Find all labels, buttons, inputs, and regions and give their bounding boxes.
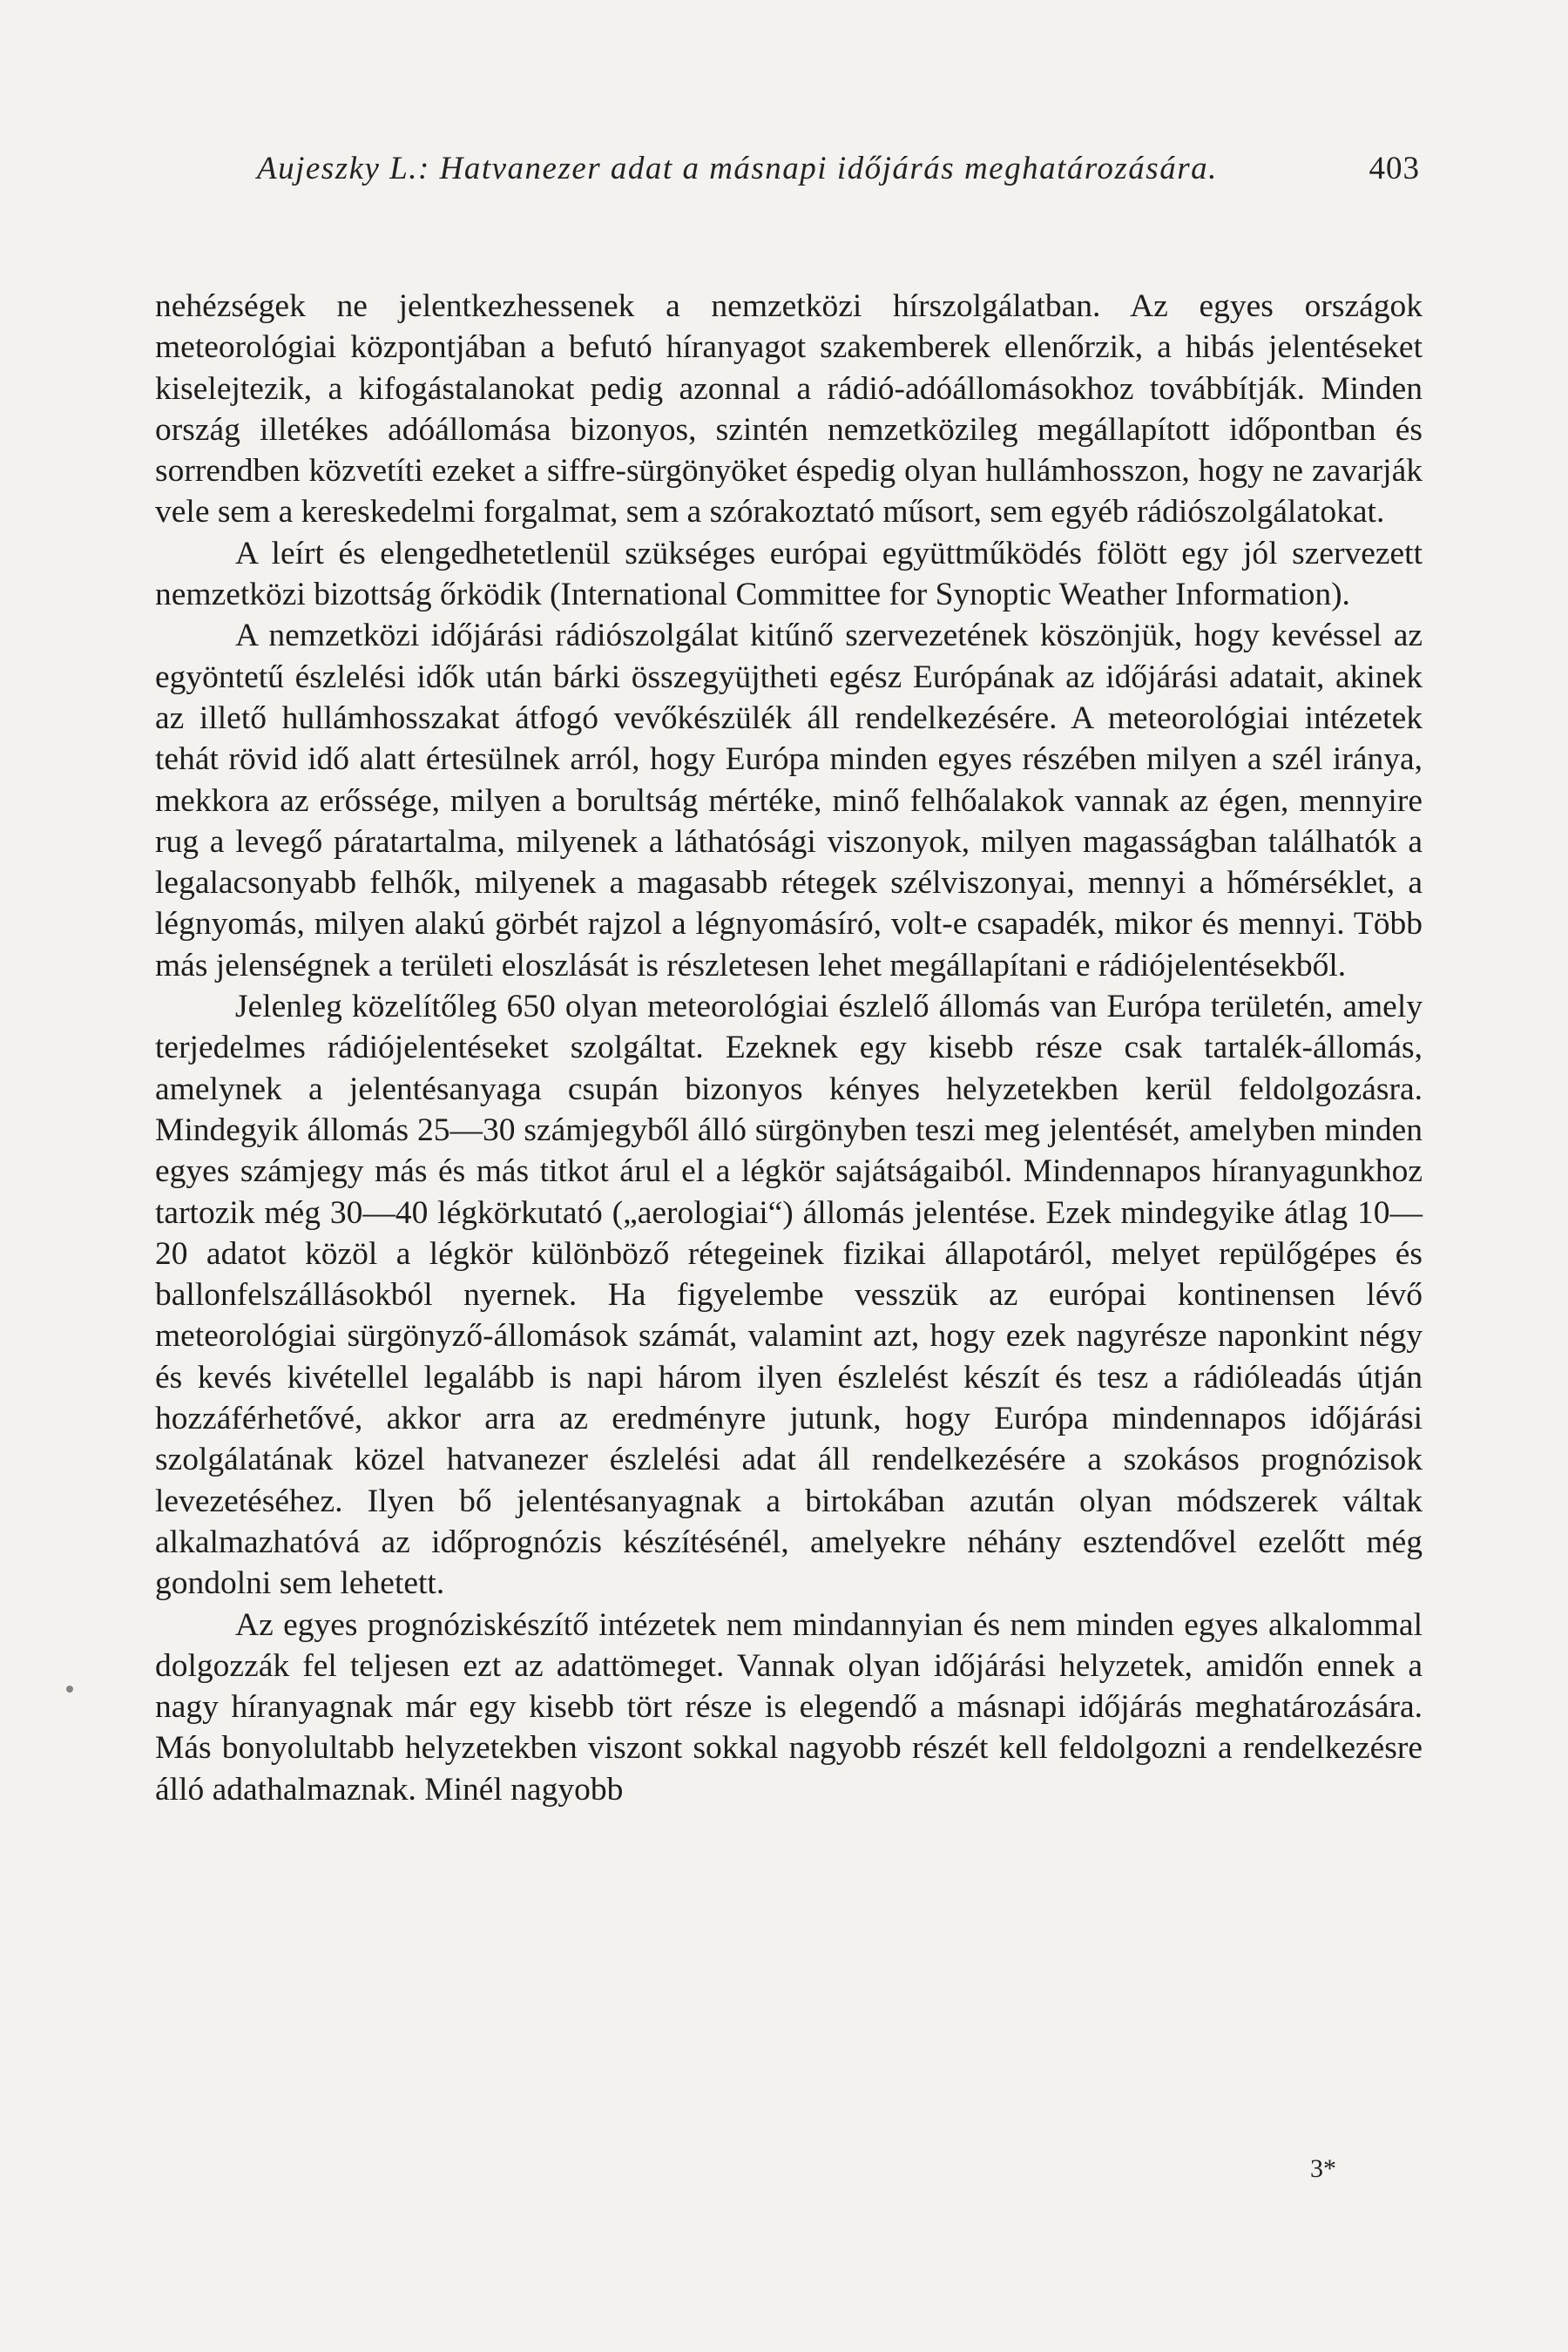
signature-mark: 3* [1310, 2154, 1336, 2183]
paragraph-4: Jelenleg közelítőleg 650 olyan meteorológiai észlelő állomás van Európa területén, amely terjedelmes rádiójelentéseket szolgáltat. Ezeknek egy kisebb része csak tartalék-állomás, amelynek a jelentésanyaga csupán bizonyos kényes helyzetekben kerül feldolgozásra. Mindegyik állomás 25—30 számjegyből álló sürgönyben teszi meg jelentését, amelyben minden egyes számjegy más és más titkot árul el a légkör sajátságaiból. Mindennapos híranyagunkhoz tartozik még 30—40 légkörkutató („aerologiai“) állomás jelentése. Ezek mindegyike átlag 10—20 adatot közöl a légkör különböző rétegeinek fizikai állapotáról, melyet repülőgépes és ballonfelszállásokból nyernek. Ha figyelembe vesszük az európai kontinensen lévő meteorológiai sürgönyző-állomások számát, valamint azt, hogy ezek nagyrésze naponkint négy és kevés kivétellel legalább is napi három ilyen észlelést készít és tesz a rádióleadás útján hozzáférhetővé, akkor arra az eredményre jutunk, hogy Európa mindennapos időjárási szolgálatának közel hatvanezer észlelési adat áll rendelkezésére a szokásos prognózisok levezetéséhez. Ilyen bő jelentésanyagnak a birtokában azután olyan módszerek váltak alkalmazhatóvá az időprognózis készítésénél, amelyekre néhány esztendővel ezelőtt még gondolni sem lehetett. [155, 989, 1423, 1602]
running-header [257, 150, 1420, 193]
paragraph-3: A nemzetközi időjárási rádiószolgálat kitűnő szervezetének köszönjük, hogy kevéssel az egyöntetű észlelési idők után bárki összegyüjtheti egész Európának az időjárási adatait, akinek az illető hullámhosszakat átfogó vevőkészülék áll rendelkezésére. A meteorológiai intézetek tehát rövid idő alatt értesülnek arról, hogy Európa minden egyes részében milyen a szél iránya, mekkora az erőssége, milyen a borultság mértéke, minő felhőalakok vannak az égen, mennyire rug a levegő páratartalma, milyenek a láthatósági viszonyok, milyen magasságban találhatók a legalacsonyabb felhők, milyenek a magasabb rétegek szélviszonyai, mennyi a hőmérséklet, a légnyomás, milyen alakú görbét rajzol a légnyomásíró, volt-e csapadék, mikor és mennyi. Több más jelenségnek a területi eloszlását is részletesen lehet megállapítani e rádiójelentésekből. [155, 618, 1423, 983]
running-title: Aujeszky L.: Hatvanezer adat a másnapi időjárás meghatározására. [257, 151, 1218, 186]
page-number: 403 [1369, 151, 1420, 186]
paragraph-1: nehézségek ne jelentkezhessenek a nemzetközi hírszolgálatban. Az egyes országok meteorológiai központjában a befutó híranyagot szakemberek ellenőrzik, a hibás jelentéseket kiselejtezik, a kifogástalanokat pedig azonnal a rádió-adóállomásokhoz továbbítják. Minden ország illetékes adóállomása bizonyos, szintén nemzetközileg megállapított időpontban és sorrendben közvetíti ezeket a siffre-sürgönyöket éspedig olyan hullámhosszon, hogy ne zavarják vele sem a kereskedelmi forgalmat, sem a szórakoztató műsort, sem egyéb rádiószolgálatokat. [155, 288, 1423, 531]
body-text [155, 286, 1423, 1810]
paragraph-5: Az egyes prognóziskészítő intézetek nem mindannyian és nem minden egyes alkalommal dolgozzák fel teljesen ezt az adattömeget. Vannak olyan időjárási helyzetek, amidőn ennek a nagy híranyagnak már egy kisebb tört része is elegendő a másnapi időjárás meghatározására. Más bonyolultabb helyzetekben viszont sokkal nagyobb részét kell feldolgozni a rendelkezésre álló adathalmaznak. Minél nagyobb [155, 1606, 1423, 1808]
paragraph-2: A leírt és elengedhetetlenül szükséges európai együttműködés fölött egy jól szervezett nemzetközi bizottság őrködik (International Committee for Synoptic Weather Information). [155, 535, 1423, 613]
margin-dot-mark [66, 1686, 73, 1693]
